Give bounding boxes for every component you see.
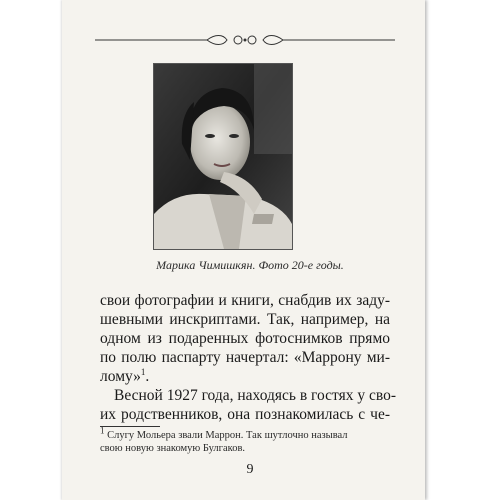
footnote-text: Слугу Мольера звали Маррон. Так шутлочно называл (107, 430, 348, 441)
page-number: 9 (246, 462, 254, 477)
body-text-fragment: . (145, 368, 150, 385)
footnote-line (100, 425, 348, 441)
body-text-line (100, 368, 390, 386)
body-text-fragment: лому» (100, 368, 141, 385)
body-text-line: свои фотографии и книги, снабдив их заду- (100, 292, 390, 309)
portrait-image (154, 64, 292, 249)
footnote-reference: 1 (140, 366, 146, 377)
body-text-line: Весной 1927 года, находясь в гостях у сво- (114, 387, 396, 404)
decorative-header-ornament (95, 32, 395, 48)
portrait-photo (153, 63, 293, 250)
body-text-line: по полю паспарту начертал: «Маррону ми- (100, 349, 390, 366)
footnote-line: свою новую знакомую Булгаков. (100, 443, 246, 454)
photo-caption: Марика Чимишкян. Фото 20-е годы. (156, 258, 344, 272)
body-text-line: их родственников, она познакомилась с че- (100, 406, 390, 423)
body-text-line: шевными инскриптами. Так, например, на (100, 311, 390, 328)
body-text-line: одном из подаренных фотоснимков прямо (100, 330, 390, 347)
footnote-marker: 1 (100, 425, 105, 436)
footnote-divider (100, 426, 160, 427)
